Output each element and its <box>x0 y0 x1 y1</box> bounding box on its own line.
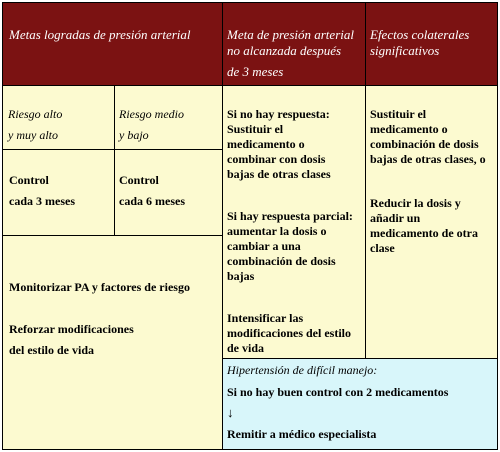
monitor-line1: Monitorizar PA y factores de riesgo <box>9 280 190 294</box>
risk-high-line2: y muy alto <box>8 128 58 142</box>
substitute-line4: bajas de otras clases, o <box>370 152 486 166</box>
flowchart-table <box>2 2 498 450</box>
partial-response-line3: cambiar a una <box>227 239 301 253</box>
intensify-line1: Intensificar las <box>227 311 304 325</box>
not-reached-cell <box>222 85 365 358</box>
divider <box>365 3 366 358</box>
header-goals-achieved <box>3 3 222 85</box>
header-goals-achieved-label: Metas logradas de presión arterial <box>9 27 191 42</box>
divider <box>114 85 115 235</box>
substitute-line2: medicamento o <box>370 122 448 136</box>
header-side-effects-line1: Efectos colaterales <box>370 27 470 42</box>
risk-high-cell <box>3 85 114 149</box>
reduce-line4: clase <box>370 241 395 255</box>
control-high-line2: cada 3 meses <box>9 194 75 208</box>
divider <box>222 358 497 359</box>
partial-response-line1: Si hay respuesta parcial: <box>227 209 353 223</box>
divider <box>3 85 497 86</box>
monitor-line2: Reforzar modificaciones <box>9 322 134 336</box>
no-response-line3: medicamento o <box>227 137 305 151</box>
risk-medium-line1: Riesgo medio <box>119 107 184 121</box>
intensify-line2: modificaciones del estilo <box>227 326 351 340</box>
down-arrow-icon: ↓ <box>227 405 234 420</box>
divider <box>222 3 223 449</box>
header-goal-not-reached-line1: Meta de presión arterial <box>227 27 354 42</box>
partial-response-line5: bajas <box>227 269 255 283</box>
no-response-line5: bajas de otras clases <box>227 167 331 181</box>
no-response-line2: Sustituir el <box>227 122 284 136</box>
difficult-title: Hipertensión de difícil manejo: <box>227 363 378 377</box>
substitute-line3: combinación de dosis <box>370 137 479 151</box>
header-goal-not-reached <box>222 3 365 85</box>
control-high-line1: Control <box>9 173 49 187</box>
partial-response-line4: combinación de dosis <box>227 254 336 268</box>
difficult-line2: Remitir a médico especialista <box>227 427 377 441</box>
divider <box>3 149 222 150</box>
partial-response-line2: aumentar la dosis o <box>227 224 327 238</box>
header-side-effects <box>365 3 497 85</box>
no-response-line1: Si no hay respuesta: <box>227 107 330 121</box>
divider <box>3 235 222 236</box>
reduce-line1: Reducir la dosis y <box>370 196 461 210</box>
header-goal-not-reached-line2: no alcanzada después <box>227 43 342 58</box>
control-medium-cell <box>114 149 222 235</box>
control-medium-line2: cada 6 meses <box>119 194 185 208</box>
difficult-hypertension-cell <box>222 358 497 449</box>
reduce-line2: añadir un <box>370 211 421 225</box>
no-response-line4: combinar con dosis <box>227 152 326 166</box>
monitor-line3: del estilo de vida <box>9 343 95 357</box>
control-high-cell <box>3 149 114 235</box>
substitute-line1: Sustituir el <box>370 107 427 121</box>
header-side-effects-line2: significativos <box>370 43 440 58</box>
side-effects-cell <box>365 85 497 358</box>
risk-medium-cell <box>114 85 222 149</box>
difficult-line1: Si no hay buen control con 2 medicamentos <box>227 385 449 399</box>
risk-medium-line2: y bajo <box>119 128 149 142</box>
monitor-cell <box>3 235 222 449</box>
intensify-line3: de vida <box>227 341 265 355</box>
risk-high-line1: Riesgo alto <box>8 107 63 121</box>
header-goal-not-reached-line3: de 3 meses <box>227 64 284 79</box>
control-medium-line1: Control <box>119 173 159 187</box>
reduce-line3: medicamento de otra <box>370 226 478 240</box>
